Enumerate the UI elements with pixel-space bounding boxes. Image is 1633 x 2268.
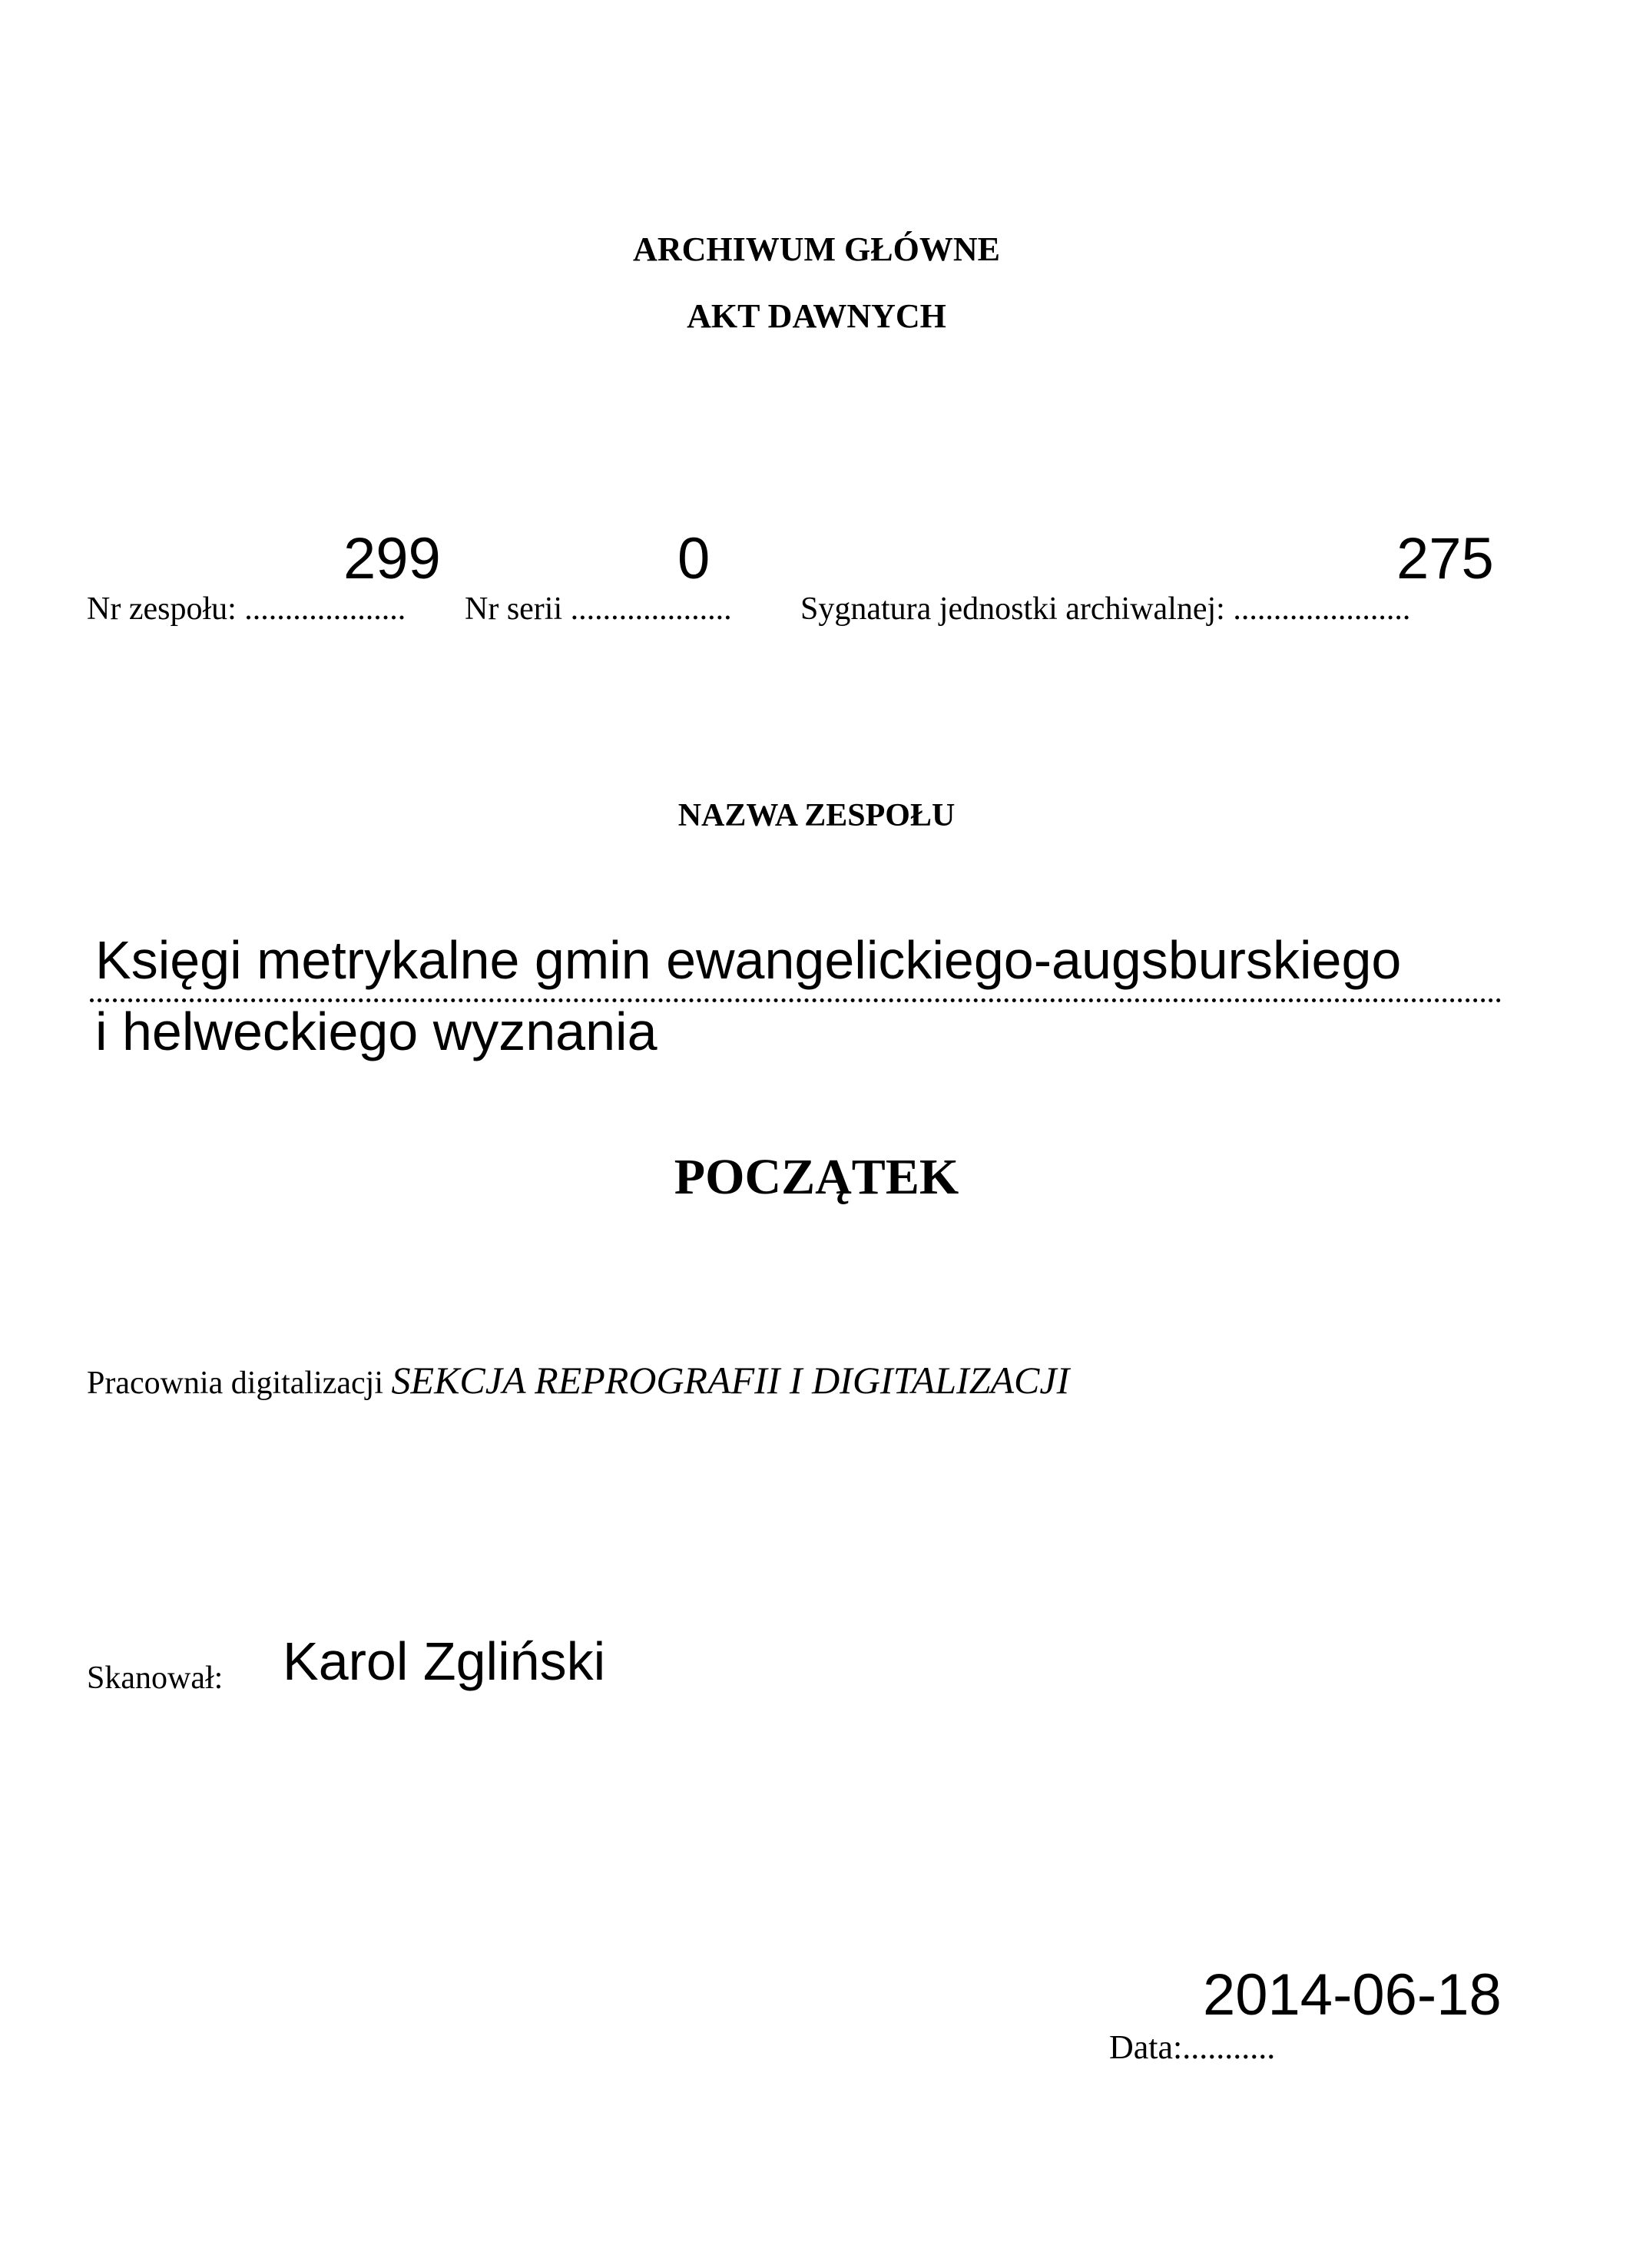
start-marker: POCZĄTEK: [674, 1149, 959, 1205]
workshop-label: Pracownia digitalizacji: [87, 1366, 384, 1401]
fonds-name-line2: i helweckiego wyznania: [95, 1002, 658, 1061]
fonds-number-value: 299: [343, 526, 441, 591]
archive-name-line1: ARCHIWUM GŁÓWNE: [633, 230, 1000, 268]
fonds-number-label: [87, 593, 406, 625]
date-label-text: Data:: [1109, 2028, 1183, 2066]
workshop-line: [87, 1359, 1070, 1402]
series-number-label: [465, 593, 732, 625]
workshop-value: SEKCJA REPROGRAFII I DIGITALIZACJI: [391, 1359, 1070, 1402]
zespol-dots: ....................: [244, 591, 406, 627]
fonds-name-line1: Księgi metrykalne gmin ewangelickiego-augsburskiego: [95, 930, 1402, 990]
sygnatura-dots: ......................: [1233, 591, 1411, 627]
signature-value: 275: [1396, 526, 1494, 591]
scanned-by-value: Karol Zgliński: [283, 1631, 606, 1691]
signature-label: [800, 593, 1410, 625]
zespol-label: Nr zespołu:: [87, 591, 237, 627]
sygnatura-label: Sygnatura jednostki archiwalnej:: [800, 591, 1225, 627]
archive-name-line2: AKT DAWNYCH: [687, 297, 946, 335]
date-dots: ...........: [1182, 2028, 1276, 2066]
date-value: 2014-06-18: [1203, 1962, 1502, 2028]
date-label: [1109, 2028, 1276, 2066]
fonds-name-heading: NAZWA ZESPOŁU: [677, 798, 956, 833]
scanned-by-label: Skanował:: [87, 1660, 224, 1696]
seria-label: Nr serii: [465, 591, 563, 627]
seria-dots: ....................: [570, 591, 732, 627]
series-number-value: 0: [677, 526, 711, 591]
